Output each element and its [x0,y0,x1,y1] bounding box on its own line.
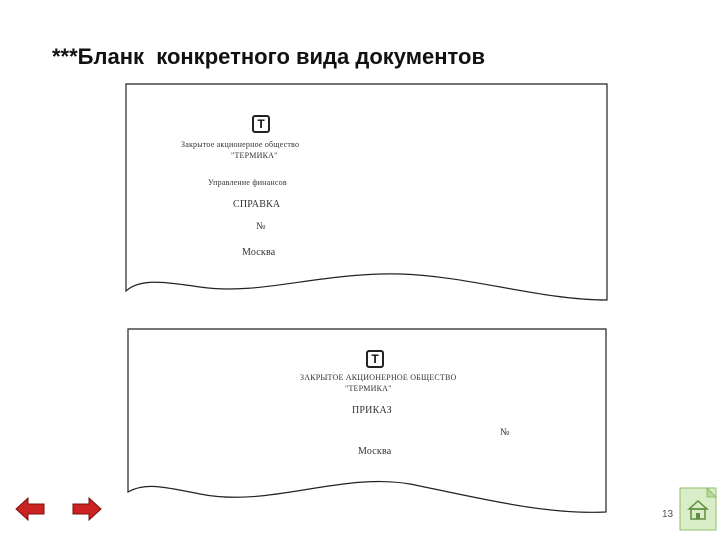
doc2-number-sign: № [500,427,510,438]
doc1-logo: Т [252,115,270,133]
slide-title: ***Бланк конкретного вида документов [52,44,485,69]
doc2-doc-type: ПРИКАЗ [352,405,392,416]
prev-slide-button[interactable] [14,496,46,527]
next-slide-button[interactable] [71,496,103,527]
doc1-city: Москва [242,247,276,258]
doc1-org-line1: Закрытое акционерное общество [181,140,300,149]
doc1-outline [126,84,607,300]
doc1-number-sign: № [256,221,266,232]
doc2-city: Москва [358,446,392,457]
home-icon [679,487,717,531]
page-number: 13 [662,509,674,520]
doc2-org-line2: "ТЕРМИКА" [345,384,392,393]
arrow-left-icon [14,496,46,522]
doc2-logo: Т [366,350,384,368]
doc1-org-line2: "ТЕРМИКА" [231,151,278,160]
doc1-department: Управление финансов [208,178,287,187]
arrow-right-icon [71,496,103,522]
home-button[interactable] [679,487,717,536]
doc1-doc-type: СПРАВКА [233,199,281,210]
doc2-org-line1: ЗАКРЫТОЕ АКЦИОНЕРНОЕ ОБЩЕСТВО [300,373,457,382]
